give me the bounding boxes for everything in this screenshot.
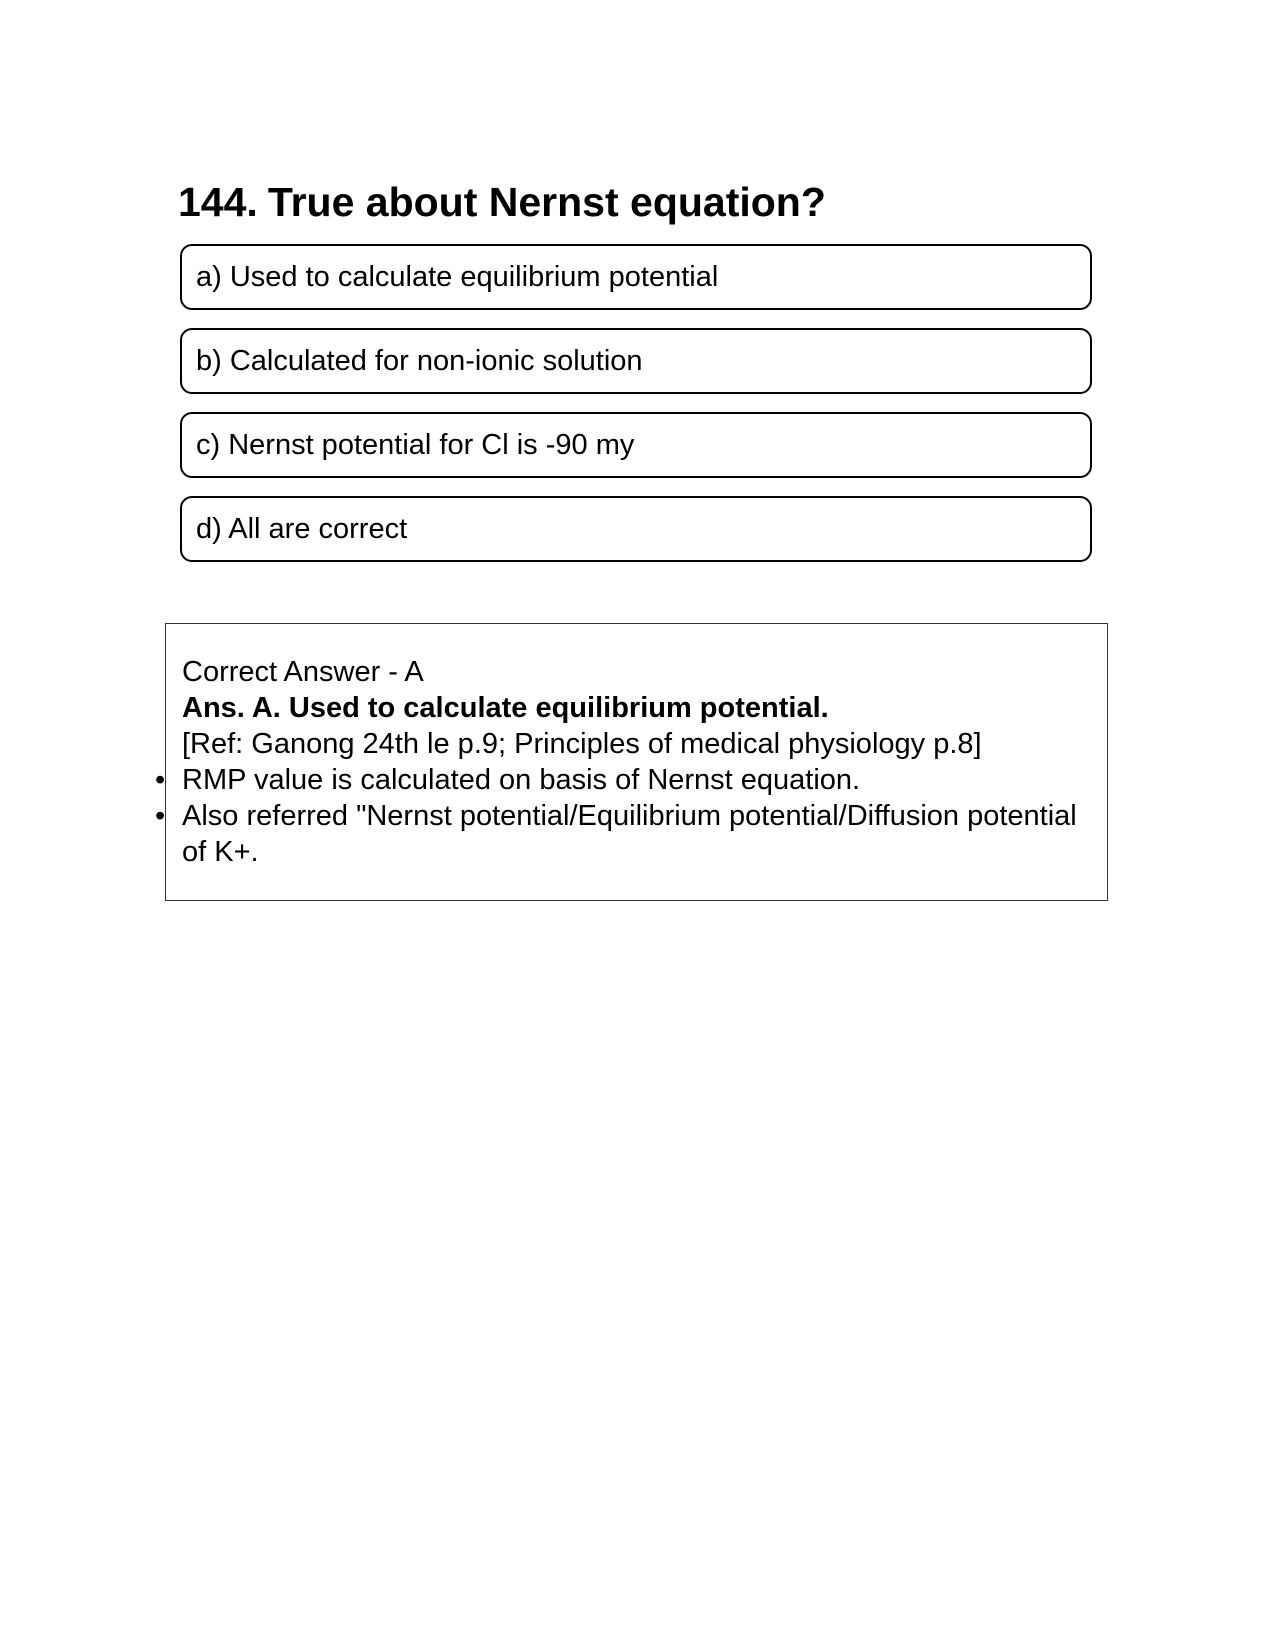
correct-answer-line: Correct Answer - A	[182, 656, 424, 688]
bullet-item	[155, 762, 1092, 798]
option-b-label: b) Calculated for non-ionic solution	[196, 344, 643, 377]
explanation-bullet-list	[155, 762, 1092, 870]
bullet-item	[155, 798, 1092, 870]
answer-text	[155, 654, 1092, 870]
question-title	[178, 178, 826, 226]
option-d-label: d) All are correct	[196, 512, 408, 545]
option-a[interactable]	[180, 244, 1092, 310]
bullet-icon: •	[155, 764, 166, 796]
option-c[interactable]	[180, 412, 1092, 478]
bullet-icon: •	[155, 800, 166, 832]
question-number: 144.	[178, 179, 258, 225]
option-b[interactable]	[180, 328, 1092, 394]
question-text: True about Nernst equation?	[267, 179, 826, 225]
option-c-label: c) Nernst potential for Cl is -90 my	[196, 428, 635, 461]
bullet-text: RMP value is calculated on basis of Nernst equation.	[182, 764, 861, 796]
option-a-label: a) Used to calculate equilibrium potential	[196, 260, 719, 293]
bullet-text: Also referred "Nernst potential/Equilibrium potential/Diffusion potential of K+.	[182, 800, 1077, 868]
reference-line: [Ref: Ganong 24th le p.9; Principles of medical physiology p.8]	[182, 728, 982, 760]
option-d[interactable]	[180, 496, 1092, 562]
answer-explanation-box	[155, 623, 1108, 901]
explanation-title: Ans. A. Used to calculate equilibrium potential.	[182, 692, 829, 724]
